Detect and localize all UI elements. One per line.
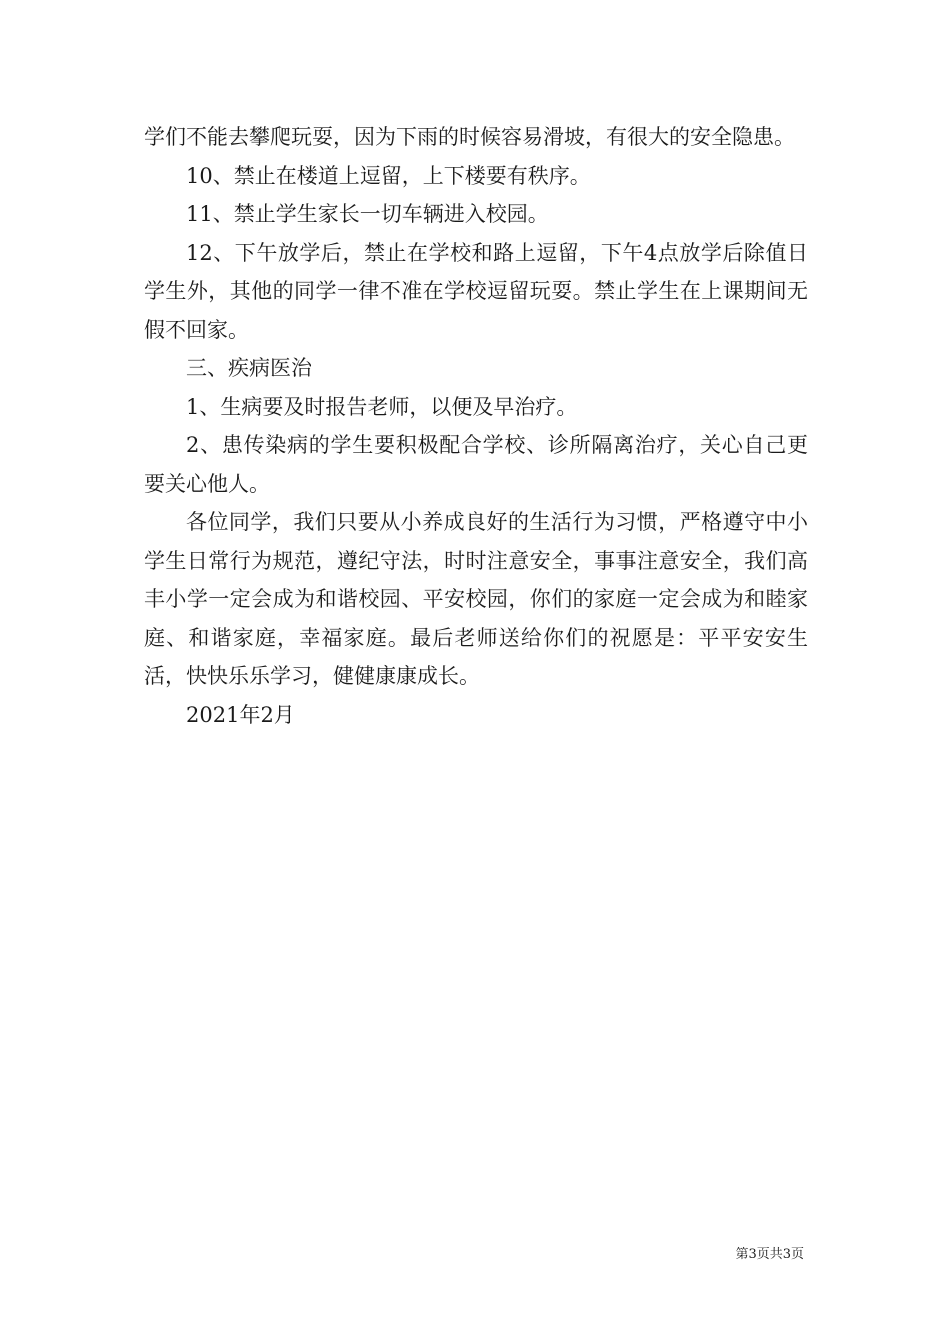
paragraph-closing: 各位同学，我们只要从小养成良好的生活行为习惯，严格遵守中小学生日常行为规范，遵纪守法，时时注意安全，事事注意安全，我们高丰小学一定会成为和谐校园、平安校园，你们的家庭一定会成为和睦家庭、和谐家庭，幸福家庭。最后老师送给你们的祝愿是：平平安安生活，快快乐乐学习，健健康康成长。: [144, 510, 808, 688]
paragraph-rule-12: 12、下午放学后，禁止在学校和路上逗留，下午4点放学后除值日学生外，其他的同学一律不准在学校逗留玩耍。禁止学生在上课期间无假不回家。: [144, 240, 808, 342]
paragraph-continuation: 学们不能去攀爬玩耍，因为下雨的时候容易滑坡，有很大的安全隐患。: [144, 125, 795, 149]
paragraph-rule-11: 11、禁止学生家长一切车辆进入校园。: [186, 202, 549, 226]
paragraph-disease-1: 1、生病要及时报告老师，以便及早治疗。: [186, 394, 578, 419]
document-date: 2021年2月: [186, 702, 295, 727]
document-body: [144, 118, 808, 734]
paragraph-rule-10: 10、禁止在楼道上逗留，上下楼要有秩序。: [186, 163, 591, 188]
section-heading-disease: 三、疾病医治: [186, 356, 312, 380]
page-number-footer: 第3页共3页: [735, 1247, 804, 1262]
paragraph-disease-2: 2、患传染病的学生要积极配合学校、诊所隔离治疗，关心自己更要关心他人。: [144, 433, 808, 496]
